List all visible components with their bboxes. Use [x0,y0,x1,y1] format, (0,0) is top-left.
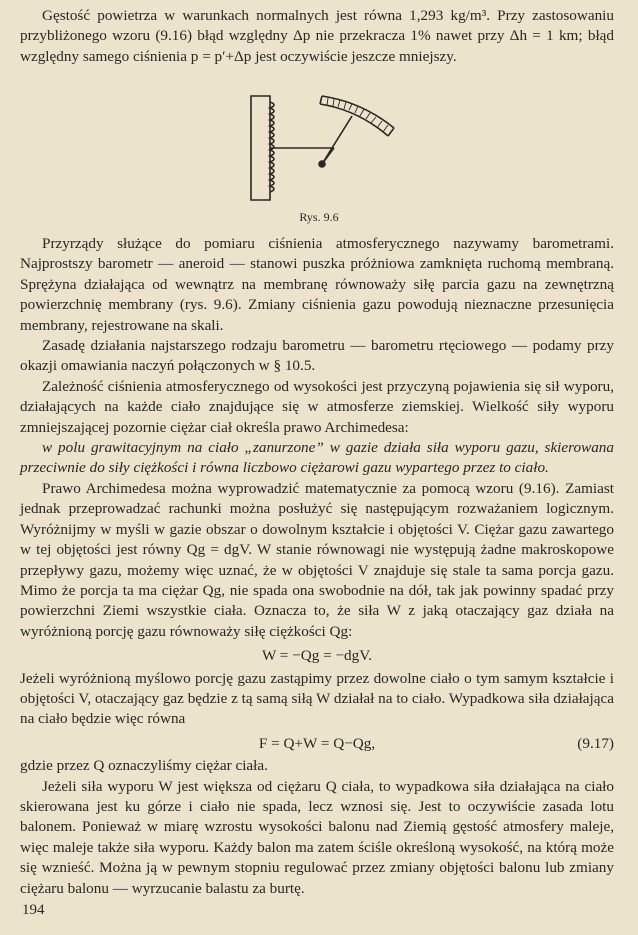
paragraph-barometers: Przyrządy służące do pomiaru ciśnienia atmosferycznego nazywamy barometrami. Najprostszy barometr — aneroid — stanowi puszka próżniowa zamknięta ruchomą membraną. Sprężyna działająca od wewnątrz na membranę równoważy siłę parcia gazu na zewnętrzną powierzchnię membrany (rys. 9.6). Zmiany ciśnienia gazu powodują nieznaczne przesunięcia membrany, rejestrowane na skali. [20,235,614,334]
page-number: 194 [22,902,45,918]
equation-2 [20,734,614,754]
main-text-block [20,234,614,899]
paragraph-after-eq2: gdzie przez Q oznaczyliśmy ciężar ciała. [20,757,268,775]
paragraph-derivation: Prawo Archimedesa można wyprowadzić matematycznie za pomocą wzoru (9.16). Zamiast jednak przeprowadzać rachunki można posłużyć się następującym rozważaniem logicznym. Wyróżnijmy w myśli w gazie obszar o dowolnym kształcie i objętości V. Ciężar gazu zawartego w tej objętości jest równy Qg = dgV. W stanie równowagi nie występują żadne makroskopowe przepływy gazu, możemy więc uznać, że w objętości V znajduje się stale ta sama porcja gazu. Mimo że porcja ta ma ciężar Qg, nie spada ona swobodnie na dół, tak jak powinny spadać przy powierzchni Ziemi wszystkie ciała. Oznacza to, że siła W z jaką otaczający gaz działa na wyróżnioną porcję gazu równoważy siłę ciężkości Qg: [20,479,614,640]
paragraph-after-eq1: Jeżeli wyróżnioną myślowo porcję gazu zastąpimy przez dowolne ciało o tym samym kształcie i objętości V, otaczający gaz będzie z tą samą siłą W działał na to ciało. Wypadkowa siła działająca na ciało będzie więc równa [20,669,614,728]
top-paragraph: Gęstość powietrza w warunkach normalnych jest równa 1,293 kg/m³. Przy zastosowaniu przybliżonego wzoru (9.16) błąd względny Δp nie przekracza 1% nawet przy Δh = 1 km; błąd względny samego ciśnienia p = p′+Δp jest oczywiście jeszcze mniejszy. [20,7,614,65]
equation-2-text: F = Q+W = Q−Qg, [258,734,376,752]
archimedes-law: w polu grawitacyjnym na ciało „zanurzone” w gazie działa siła wyporu gazu, skierowana przeciwnie do siły ciężkości i równa liczbowo ciężarowi gazu wypartego przez to ciało. [20,439,614,477]
top-text-block [20,6,614,67]
equation-2-number: (9.17) [577,734,614,752]
paragraph-mercury-barometer: Zasadę działania najstarszego rodzaju barometru — barometru rtęciowego — podamy przy okazji omawiania naczyń połączonych w § 10.5. [20,337,614,375]
figure-caption: Rys. 9.6 [299,210,339,224]
paragraph-buoyancy: Zależność ciśnienia atmosferycznego od wysokości jest przyczyną pojawienia się sił wyporu, działających na każde ciało znajdujące się w atmosferze ziemskiej. Wielkość siły wyporu zmniejszającej pozornie ciężar ciał określa prawo Archimedesa: [20,377,614,436]
equation-1-text: W = −Qg = −dgV. [261,647,373,665]
paragraph-balloon: Jeżeli siła wyporu W jest większa od ciężaru Q ciała, to wypadkowa siła działająca na ciało skierowana jest ku górze i ciało nie spada, lecz wznosi się. Jest to oczywiście zasada lotu balonem. Ponieważ w miarę wzrostu wysokości balonu nad Ziemią gęstość atmosfery maleje, więc maleje także siła wyporu. Każdy balon ma zatem ściśle określoną wysokość, na którą może się wznieść. Można ją w pewnym stopniu regulować przez zmiany objętości balonu lub zmiany ciężaru balonu — wyrzucanie balastu za burtę. [20,777,614,897]
equation-1 [20,646,614,666]
aneroid-barometer-figure [248,88,398,208]
aneroid-diagram [248,88,398,208]
